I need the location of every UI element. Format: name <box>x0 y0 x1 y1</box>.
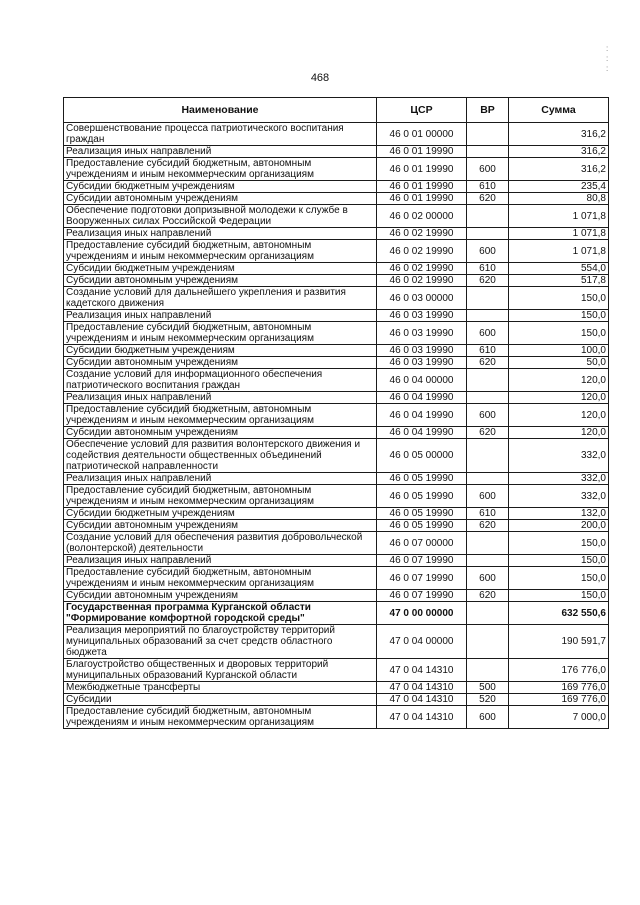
row-name-cell: Обеспечение подготовки допризывной молодежи к службе в Вооруженных силах Российской Федерации <box>64 205 377 228</box>
row-vr-cell <box>467 625 509 659</box>
row-sum-cell: 332,0 <box>509 439 609 473</box>
row-name-cell: Межбюджетные трансферты <box>64 682 377 694</box>
row-name-cell: Предоставление субсидий бюджетным, автономным учреждениям и иным некоммерческим организациям <box>64 706 377 729</box>
table-row <box>64 322 609 345</box>
row-name-cell: Совершенствование процесса патриотического воспитания граждан <box>64 123 377 146</box>
row-vr-cell: 600 <box>467 158 509 181</box>
row-sum-cell: 150,0 <box>509 322 609 345</box>
row-name-cell: Предоставление субсидий бюджетным, автономным учреждениям и иным некоммерческим организациям <box>64 567 377 590</box>
row-vr-cell: 600 <box>467 485 509 508</box>
row-name-cell: Создание условий для обеспечения развития добровольческой (волонтерской) деятельности <box>64 532 377 555</box>
row-csr-cell: 46 0 01 00000 <box>377 123 467 146</box>
row-vr-cell: 600 <box>467 322 509 345</box>
row-csr-cell: 46 0 02 19990 <box>377 275 467 287</box>
row-name-cell: Субсидии автономным учреждениям <box>64 357 377 369</box>
row-vr-cell: 620 <box>467 275 509 287</box>
row-name-cell: Субсидии бюджетным учреждениям <box>64 345 377 357</box>
table-header-row <box>64 98 609 123</box>
row-csr-cell: 46 0 05 19990 <box>377 508 467 520</box>
row-name-cell: Реализация иных направлений <box>64 228 377 240</box>
row-csr-cell: 46 0 04 19990 <box>377 404 467 427</box>
row-csr-cell: 46 0 01 19990 <box>377 181 467 193</box>
row-csr-cell: 46 0 04 19990 <box>377 427 467 439</box>
row-vr-cell <box>467 310 509 322</box>
row-name-cell: Субсидии автономным учреждениям <box>64 590 377 602</box>
row-sum-cell: 332,0 <box>509 485 609 508</box>
table-row <box>64 287 609 310</box>
table-row <box>64 682 609 694</box>
row-vr-cell <box>467 532 509 555</box>
row-sum-cell: 190 591,7 <box>509 625 609 659</box>
table-row <box>64 694 609 706</box>
row-sum-cell: 1 071,8 <box>509 228 609 240</box>
row-name-cell: Субсидии автономным учреждениям <box>64 275 377 287</box>
table-row <box>64 228 609 240</box>
row-name-cell: Предоставление субсидий бюджетным, автономным учреждениям и иным некоммерческим организациям <box>64 404 377 427</box>
row-sum-cell: 517,8 <box>509 275 609 287</box>
row-csr-cell: 46 0 01 19990 <box>377 193 467 205</box>
table-row <box>64 123 609 146</box>
row-csr-cell: 46 0 07 19990 <box>377 590 467 602</box>
row-sum-cell: 100,0 <box>509 345 609 357</box>
row-csr-cell: 46 0 07 19990 <box>377 555 467 567</box>
row-vr-cell: 620 <box>467 427 509 439</box>
row-name-cell: Обеспечение условий для развития волонтерского движения и содействия деятельности общественных объединений патриотической направленности <box>64 439 377 473</box>
row-csr-cell: 46 0 04 00000 <box>377 369 467 392</box>
row-vr-cell <box>467 659 509 682</box>
row-csr-cell: 47 0 04 00000 <box>377 625 467 659</box>
row-name-cell: Создание условий для информационного обеспечения патриотического воспитания граждан <box>64 369 377 392</box>
table-row <box>64 404 609 427</box>
row-csr-cell: 46 0 01 19990 <box>377 146 467 158</box>
row-sum-cell: 50,0 <box>509 357 609 369</box>
header-vr: ВР <box>467 98 509 123</box>
table-row <box>64 369 609 392</box>
table-row <box>64 520 609 532</box>
row-sum-cell: 120,0 <box>509 392 609 404</box>
row-vr-cell: 600 <box>467 567 509 590</box>
row-name-cell: Субсидии <box>64 694 377 706</box>
row-vr-cell: 600 <box>467 240 509 263</box>
row-vr-cell: 610 <box>467 181 509 193</box>
row-vr-cell: 620 <box>467 590 509 602</box>
row-csr-cell: 46 0 02 19990 <box>377 228 467 240</box>
row-vr-cell: 600 <box>467 404 509 427</box>
row-csr-cell: 46 0 03 19990 <box>377 345 467 357</box>
row-csr-cell: 46 0 07 00000 <box>377 532 467 555</box>
row-csr-cell: 46 0 02 19990 <box>377 263 467 275</box>
row-vr-cell: 600 <box>467 706 509 729</box>
row-vr-cell <box>467 146 509 158</box>
row-csr-cell: 46 0 01 19990 <box>377 158 467 181</box>
row-name-cell: Реализация иных направлений <box>64 555 377 567</box>
row-sum-cell: 235,4 <box>509 181 609 193</box>
row-vr-cell: 610 <box>467 263 509 275</box>
row-csr-cell: 46 0 03 00000 <box>377 287 467 310</box>
row-name-cell: Субсидии автономным учреждениям <box>64 427 377 439</box>
table-row <box>64 555 609 567</box>
table-row <box>64 205 609 228</box>
row-sum-cell: 554,0 <box>509 263 609 275</box>
row-name-cell: Создание условий для дальнейшего укрепления и развития кадетского движения <box>64 287 377 310</box>
row-sum-cell: 632 550,6 <box>509 602 609 625</box>
row-sum-cell: 120,0 <box>509 404 609 427</box>
row-csr-cell: 46 0 04 19990 <box>377 392 467 404</box>
table-row <box>64 310 609 322</box>
table-row <box>64 357 609 369</box>
row-sum-cell: 132,0 <box>509 508 609 520</box>
table-row <box>64 625 609 659</box>
row-vr-cell <box>467 473 509 485</box>
row-csr-cell: 46 0 03 19990 <box>377 322 467 345</box>
table-row <box>64 439 609 473</box>
row-sum-cell: 332,0 <box>509 473 609 485</box>
row-name-cell: Государственная программа Курганской области "Формирование комфортной городской среды" <box>64 602 377 625</box>
row-vr-cell <box>467 439 509 473</box>
row-sum-cell: 169 776,0 <box>509 694 609 706</box>
row-name-cell: Реализация мероприятий по благоустройству территорий муниципальных образований за счет средств областного бюджета <box>64 625 377 659</box>
table-row <box>64 427 609 439</box>
row-csr-cell: 46 0 03 19990 <box>377 357 467 369</box>
row-csr-cell: 47 0 04 14310 <box>377 694 467 706</box>
table-row <box>64 240 609 263</box>
row-vr-cell <box>467 555 509 567</box>
row-sum-cell: 120,0 <box>509 369 609 392</box>
row-sum-cell: 1 071,8 <box>509 205 609 228</box>
row-name-cell: Предоставление субсидий бюджетным, автономным учреждениям и иным некоммерческим организациям <box>64 240 377 263</box>
row-sum-cell: 200,0 <box>509 520 609 532</box>
row-csr-cell: 46 0 07 19990 <box>377 567 467 590</box>
row-vr-cell: 620 <box>467 193 509 205</box>
row-vr-cell <box>467 228 509 240</box>
row-csr-cell: 46 0 03 19990 <box>377 310 467 322</box>
row-csr-cell: 46 0 05 00000 <box>377 439 467 473</box>
table-row <box>64 567 609 590</box>
row-sum-cell: 176 776,0 <box>509 659 609 682</box>
row-vr-cell <box>467 392 509 404</box>
row-vr-cell: 520 <box>467 694 509 706</box>
row-sum-cell: 316,2 <box>509 146 609 158</box>
row-sum-cell: 150,0 <box>509 555 609 567</box>
table-body <box>64 123 609 729</box>
row-name-cell: Субсидии автономным учреждениям <box>64 193 377 205</box>
row-vr-cell <box>467 602 509 625</box>
header-csr: ЦСР <box>377 98 467 123</box>
row-name-cell: Субсидии автономным учреждениям <box>64 520 377 532</box>
table-row <box>64 193 609 205</box>
row-name-cell: Предоставление субсидий бюджетным, автономным учреждениям и иным некоммерческим организациям <box>64 485 377 508</box>
row-name-cell: Предоставление субсидий бюджетным, автономным учреждениям и иным некоммерческим организациям <box>64 158 377 181</box>
row-csr-cell: 46 0 05 19990 <box>377 473 467 485</box>
row-name-cell: Благоустройство общественных и дворовых территорий муниципальных образований Курганской области <box>64 659 377 682</box>
row-csr-cell: 47 0 00 00000 <box>377 602 467 625</box>
table-row <box>64 275 609 287</box>
row-sum-cell: 7 000,0 <box>509 706 609 729</box>
row-name-cell: Субсидии бюджетным учреждениям <box>64 263 377 275</box>
page-number: 468 <box>310 72 330 84</box>
row-sum-cell: 80,8 <box>509 193 609 205</box>
row-csr-cell: 46 0 02 00000 <box>377 205 467 228</box>
row-vr-cell <box>467 123 509 146</box>
budget-table <box>63 97 609 729</box>
table-row <box>64 345 609 357</box>
table-row <box>64 659 609 682</box>
row-vr-cell: 500 <box>467 682 509 694</box>
table-row <box>64 181 609 193</box>
table-row <box>64 485 609 508</box>
row-vr-cell: 620 <box>467 357 509 369</box>
header-sum: Сумма <box>509 98 609 123</box>
table-row <box>64 590 609 602</box>
header-name: Наименование <box>64 98 377 123</box>
row-name-cell: Субсидии бюджетным учреждениям <box>64 181 377 193</box>
table-row <box>64 473 609 485</box>
row-sum-cell: 150,0 <box>509 310 609 322</box>
row-csr-cell: 47 0 04 14310 <box>377 706 467 729</box>
row-name-cell: Реализация иных направлений <box>64 392 377 404</box>
row-csr-cell: 47 0 04 14310 <box>377 659 467 682</box>
row-sum-cell: 120,0 <box>509 427 609 439</box>
row-vr-cell <box>467 205 509 228</box>
row-vr-cell: 620 <box>467 520 509 532</box>
table-row <box>64 392 609 404</box>
row-sum-cell: 150,0 <box>509 287 609 310</box>
row-csr-cell: 47 0 04 14310 <box>377 682 467 694</box>
row-csr-cell: 46 0 05 19990 <box>377 485 467 508</box>
table-row <box>64 602 609 625</box>
row-sum-cell: 150,0 <box>509 590 609 602</box>
row-sum-cell: 150,0 <box>509 567 609 590</box>
table-row <box>64 508 609 520</box>
table-row <box>64 158 609 181</box>
row-name-cell: Реализация иных направлений <box>64 310 377 322</box>
row-name-cell: Реализация иных направлений <box>64 473 377 485</box>
table-row <box>64 532 609 555</box>
row-name-cell: Субсидии бюджетным учреждениям <box>64 508 377 520</box>
row-sum-cell: 316,2 <box>509 123 609 146</box>
row-csr-cell: 46 0 05 19990 <box>377 520 467 532</box>
table-row <box>64 263 609 275</box>
row-csr-cell: 46 0 02 19990 <box>377 240 467 263</box>
row-vr-cell: 610 <box>467 508 509 520</box>
row-sum-cell: 169 776,0 <box>509 682 609 694</box>
row-sum-cell: 150,0 <box>509 532 609 555</box>
margin-marks: : : : <box>606 44 609 73</box>
row-sum-cell: 316,2 <box>509 158 609 181</box>
row-name-cell: Реализация иных направлений <box>64 146 377 158</box>
row-vr-cell: 610 <box>467 345 509 357</box>
table-row <box>64 146 609 158</box>
row-vr-cell <box>467 287 509 310</box>
table-row <box>64 706 609 729</box>
row-name-cell: Предоставление субсидий бюджетным, автономным учреждениям и иным некоммерческим организациям <box>64 322 377 345</box>
row-sum-cell: 1 071,8 <box>509 240 609 263</box>
row-vr-cell <box>467 369 509 392</box>
